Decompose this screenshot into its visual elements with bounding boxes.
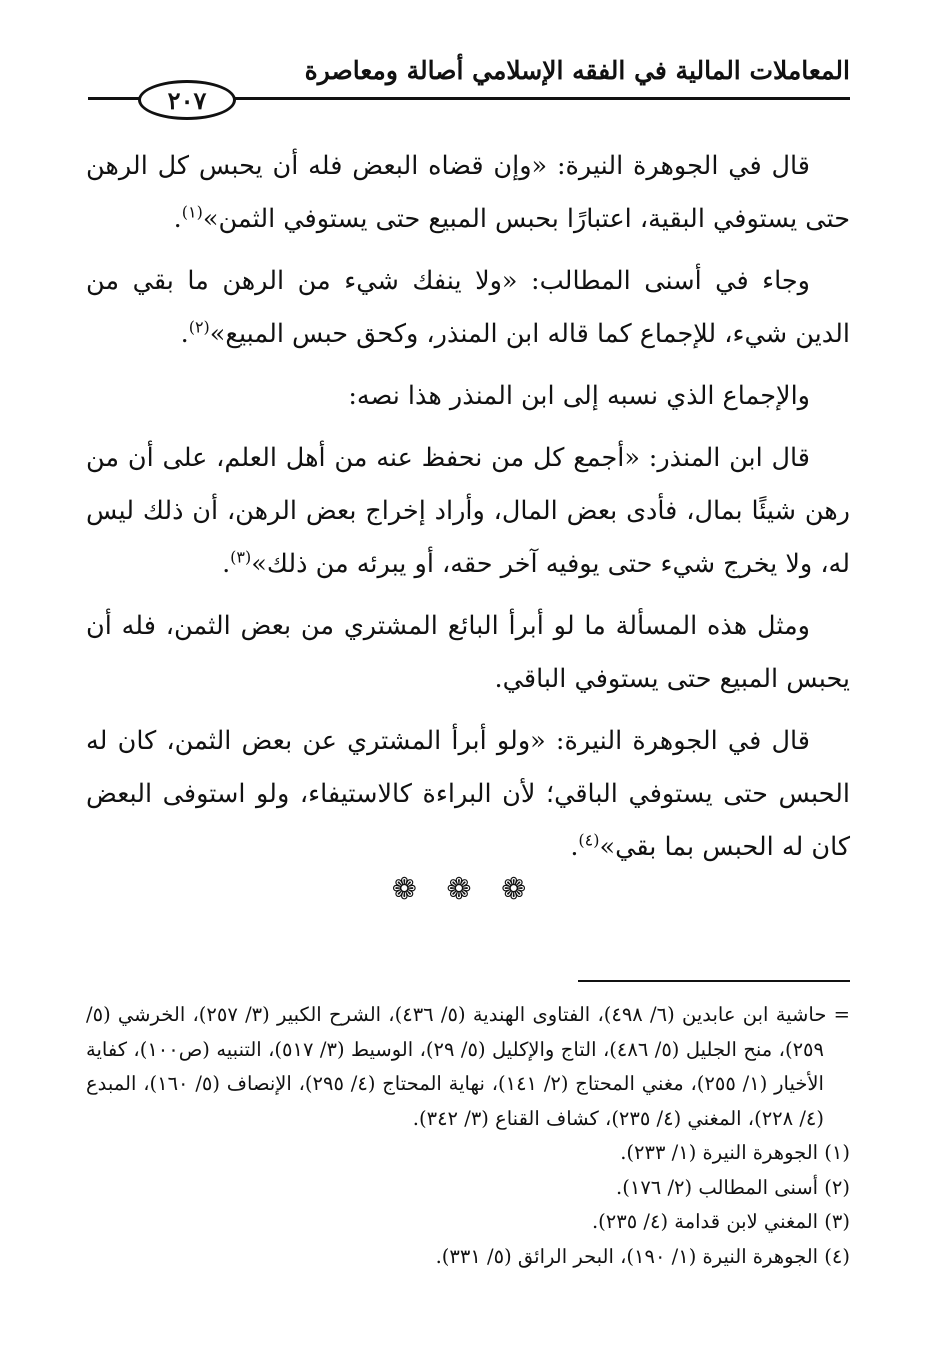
section-divider-ornament: ❁ ❁ ❁	[391, 872, 537, 907]
footnote-item	[86, 1205, 850, 1240]
paragraph-text: قال في الجوهرة النيرة: «وإن قضاه البعض فله أن يحبس كل الرهن حتى يستوفي البقية، اعتبارًا بحبس المبيع حتى يستوفي الثمن»	[86, 151, 850, 234]
footnote-ref[interactable]: (٤)	[578, 830, 600, 850]
footnote-ref[interactable]: (١)	[181, 202, 203, 222]
footnote-item	[86, 1136, 850, 1171]
paragraph	[86, 370, 850, 423]
page-number-badge	[138, 80, 236, 120]
footnote-number: (٢)	[824, 1175, 850, 1199]
paragraph	[86, 255, 850, 361]
paragraph	[86, 600, 850, 706]
footnote-number: (١)	[824, 1141, 850, 1164]
paragraph	[86, 140, 850, 246]
paragraph-end: .	[180, 319, 189, 349]
footnote-item	[86, 1171, 850, 1206]
footnote-item	[86, 1240, 850, 1275]
footnote-ref[interactable]: (٣)	[230, 547, 252, 567]
page-number: ٢٠٧	[167, 85, 207, 115]
footnote-text: الجوهرة النيرة (١/ ٢٣٣).	[620, 1141, 819, 1164]
paragraph-text: ومثل هذه المسألة ما لو أبرأ البائع المشتري من بعض الثمن، فله أن يحبس المبيع حتى يستوفي الباقي.	[86, 611, 850, 694]
paragraph-end: .	[173, 204, 182, 234]
paragraph	[86, 715, 850, 874]
footnote-separator	[578, 980, 850, 982]
paragraph-text: وجاء في أسنى المطالب: «ولا ينفك شيء من الرهن ما بقي من الدين شيء، للإجماع كما قاله ابن المنذر، وكحق حبس المبيع»	[86, 266, 850, 349]
paragraph-end: .	[222, 549, 231, 579]
footnotes	[86, 998, 850, 1274]
footnote-continuation: = حاشية ابن عابدين (٦/ ٤٩٨)، الفتاوى الهندية (٥/ ٤٣٦)، الشرح الكبير (٣/ ٢٥٧)، الخرشي (٥/ ٢٥٩)، منح الجليل (٥/ ٤٨٦)، التاج والإكليل (٥/ ٢٩)، الوسيط (٣/ ٥١٧)، التنبيه (ص١٠٠)، كفاية الأخيار (١/ ٢٥٥)، مغني المحتاج (٢/ ١٤١)، نهاية المحتاج (٤/ ٢٩٥)، الإنصاف (٥/ ١٦٠)، المبدع (٤/ ٢٢٨)، المغني (٤/ ٢٣٥)، كشاف القناع (٣/ ٣٤٢).	[86, 1003, 850, 1130]
footnote-text: الجوهرة النيرة (١/ ١٩٠)، البحر الرائق (٥/ ٣٣١).	[435, 1244, 819, 1268]
footnote-number: (٣)	[824, 1210, 850, 1233]
paragraph-end: .	[570, 832, 579, 862]
footnote-text: المغني لابن قدامة (٤/ ٢٣٥).	[591, 1210, 819, 1233]
paragraph-text: قال في الجوهرة النيرة: «ولو أبرأ المشتري عن بعض الثمن، كان له الحبس حتى يستوفي الباقي؛ لأن البراءة كالاستيفاء، ولو استوفى البعض كان له الحبس بما بقي»	[86, 726, 850, 862]
footnote-ref[interactable]: (٢)	[188, 317, 210, 337]
paragraph-text: والإجماع الذي نسبه إلى ابن المنذر هذا نصه:	[348, 381, 810, 411]
footnote-number: (٤)	[824, 1244, 850, 1268]
main-text	[86, 140, 850, 883]
running-header-title: المعاملات المالية في الفقه الإسلامي أصالة ومعاصرة	[304, 56, 850, 85]
footnote-text: أسنى المطالب (٢/ ١٧٦).	[616, 1175, 819, 1199]
paragraph	[86, 432, 850, 591]
paragraph-text: قال ابن المنذر: «أجمع كل من نحفظ عنه من أهل العلم، على أن من رهن شيئًا بمال، فأدى بعض المال، وأراد إخراج بعض الرهن، أن ذلك ليس له، ولا يخرج شيء حتى يوفيه آخر حقه، أو يبرئه من ذلك»	[86, 443, 850, 579]
